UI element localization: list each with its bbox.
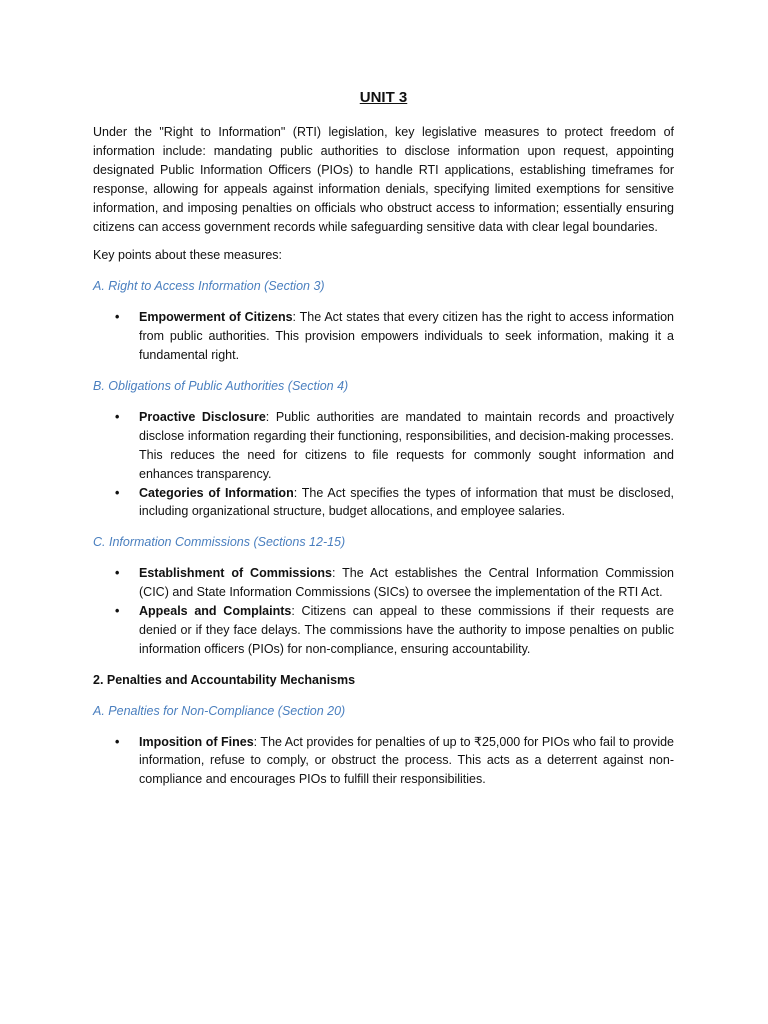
page-title: UNIT 3 — [359, 89, 408, 106]
bullet-list-b — [93, 408, 674, 521]
document-page — [93, 88, 674, 789]
intro-paragraph: Under the "Right to Information" (RTI) legislation, key legislative measures to protect freedom of information include: mandating public authorities to disclose information upon request, appointing designated Public Information Officers (PIOs) to handle RTI applications, establishing timeframes for response, allowing for appeals against information denials, specifying limited exemptions for sensitive information, and imposing penalties on officials who obstruct access to information; essentially ensuring citizens can access government records while safeguarding sensitive data with clear legal boundaries. — [93, 125, 674, 234]
bullet-list-a — [93, 308, 674, 365]
item-term: Imposition of Fines — [139, 734, 254, 749]
item-text: : The Act provides for penalties of up to ₹25,000 for PIOs who fail to provide information, refuse to comply, or obstruct the process. This acts as a deterrent against non-compliance and encourages PIOs to fulfill their responsibilities. — [139, 734, 675, 787]
item-text: : The Act establishes the Central Information Commission (CIC) and State Information Commissions (SICs) to oversee the implementation of the RTI Act. — [139, 566, 674, 600]
bullet-icon: • — [115, 566, 120, 581]
key-points-label: Key points about these measures: — [93, 248, 283, 263]
item-text: : Citizens can appeal to these commissions if their requests are denied or if they face delays. The commissions have the authority to impose penalties on public information officers (PIOs) for non-compliance, ensuring accountability. — [139, 604, 674, 656]
bullet-icon: • — [115, 409, 120, 424]
section-2-heading: 2. Penalties and Accountability Mechanisms — [93, 672, 356, 687]
item-term: Proactive Disclosure — [139, 409, 266, 424]
item-term: Categories of Information — [139, 485, 294, 500]
list-item — [115, 484, 675, 522]
section-heading-penalties: A. Penalties for Non-Compliance (Section 20) — [93, 703, 346, 718]
list-item — [115, 602, 674, 659]
item-term: Empowerment of Citizens — [139, 310, 293, 325]
section-heading-c: C. Information Commissions (Sections 12-15) — [93, 535, 346, 550]
section-heading-a: A. Right to Access Information (Section 3) — [93, 279, 325, 294]
bullet-icon: • — [115, 310, 120, 325]
bullet-list-c — [93, 564, 674, 659]
bullet-icon: • — [115, 734, 120, 749]
list-item — [115, 733, 675, 790]
list-item — [115, 564, 674, 602]
item-term: Establishment of Commissions — [139, 566, 333, 581]
list-item — [115, 308, 675, 365]
bullet-icon: • — [115, 485, 120, 500]
item-term: Appeals and Complaints — [139, 604, 292, 619]
item-text: : The Act specifies the types of information that must be disclosed, including organizational structure, budget allocations, and employee salaries. — [139, 485, 675, 519]
bullet-icon: • — [115, 604, 120, 619]
list-item — [115, 408, 674, 484]
item-text: : The Act states that every citizen has the right to access information from public authorities. This provision empowers individuals to seek information, making it a fundamental right. — [139, 310, 675, 363]
item-text: : Public authorities are mandated to maintain records and proactively disclose information regarding their functioning, responsibilities, and decision-making processes. This reduces the need for citizens to file requests for commonly sought information and enhances transparency. — [139, 409, 674, 481]
section-heading-b: B. Obligations of Public Authorities (Section 4) — [93, 378, 349, 393]
bullet-list-penalties — [93, 733, 674, 790]
